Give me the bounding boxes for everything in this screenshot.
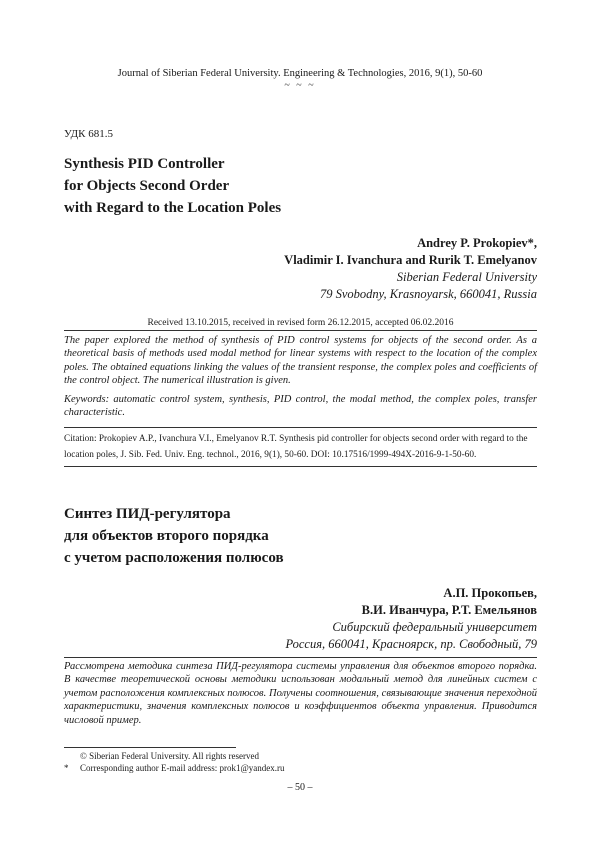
english-title-line: Synthesis PID Controller <box>64 156 225 172</box>
affiliation: Siberian Federal University <box>396 270 537 284</box>
received-dates: Received 13.10.2015, received in revised form 26.12.2015, accepted 06.02.2016 <box>147 318 454 328</box>
divider <box>64 657 537 658</box>
footnote-star: * <box>64 762 69 773</box>
russian-title <box>64 503 284 569</box>
page-number: – 50 – <box>287 782 313 793</box>
russian-abstract: Рассмотрена методика синтеза ПИД-регулятора системы управления для объектов второго порядка. В качестве теоретической основы методики использован модальный метод для линейных систем с учетом расположения комплексных полюсов. Получены соотношения, связывающие значения переходной характеристики, значения комплексных полюсов и коэффициентов объекта управления. Приводится числовой пример. <box>64 661 537 726</box>
corresponding-note <box>64 763 285 775</box>
divider <box>64 466 537 467</box>
divider <box>64 427 537 428</box>
author-line: В.И. Иванчура, Р.Т. Емельянов <box>361 603 537 617</box>
divider <box>64 330 537 331</box>
address: 79 Svobodny, Krasnoyarsk, 660041, Russia <box>319 287 537 301</box>
english-authors-block <box>220 235 537 303</box>
author-line: Vladimir I. Ivanchura and Rurik T. Emelyanov <box>284 253 537 267</box>
affiliation: Сибирский федеральный университет <box>332 620 537 634</box>
citation-line: location poles, J. Sib. Fed. Univ. Eng. technol., 2016, 9(1), 50-60. DOI: 10.17516/1999-494X-2016-9-1-50-60. <box>64 449 477 460</box>
russian-title-line: Синтез ПИД-регулятора <box>64 506 231 522</box>
corresponding-author: Corresponding author E-mail address: prok1@yandex.ru <box>80 762 285 773</box>
russian-authors-block <box>220 585 537 653</box>
citation <box>64 432 537 463</box>
journal-header: Journal of Siberian Federal University. Engineering & Technologies, 2016, 9(1), 50-60 <box>117 68 483 79</box>
udk-code: УДК 681.5 <box>64 128 114 140</box>
citation-line: Citation: Prokopiev A.P., Ivanchura V.I., Emelyanov R.T. Synthesis pid controller for objects second order with regard to the <box>64 434 528 444</box>
address: Россия, 660041, Красноярск, пр. Свободный, 79 <box>285 637 537 651</box>
footnote-divider <box>64 747 236 748</box>
footnotes <box>64 751 285 774</box>
copyright-note: © Siberian Federal University. All rights reserved <box>80 751 259 761</box>
author-line: А.П. Прокопьев, <box>443 586 537 600</box>
russian-title-line: для объектов второго порядка <box>64 528 269 544</box>
english-abstract: The paper explored the method of synthesis of PID control systems for objects of the second order. As a theoretical basis of methods used modal method for linear systems with respect to the location of the complex poles. The obtained equations linking the values of the transient response, the complex poles and coefficients of the control object. The numerical illustration is given. <box>64 335 537 387</box>
author-line: Andrey P. Prokopiev*, <box>417 236 537 250</box>
english-title <box>64 153 281 219</box>
russian-title-line: с учетом расположения полюсов <box>64 550 284 566</box>
english-keywords: Keywords: automatic control system, synthesis, PID control, the modal method, the complex poles, transfer characteristic. <box>64 394 537 419</box>
header-ornament: ~ ~ ~ <box>284 80 316 91</box>
english-title-line: for Objects Second Order <box>64 178 230 194</box>
english-title-line: with Regard to the Location Poles <box>64 200 282 216</box>
